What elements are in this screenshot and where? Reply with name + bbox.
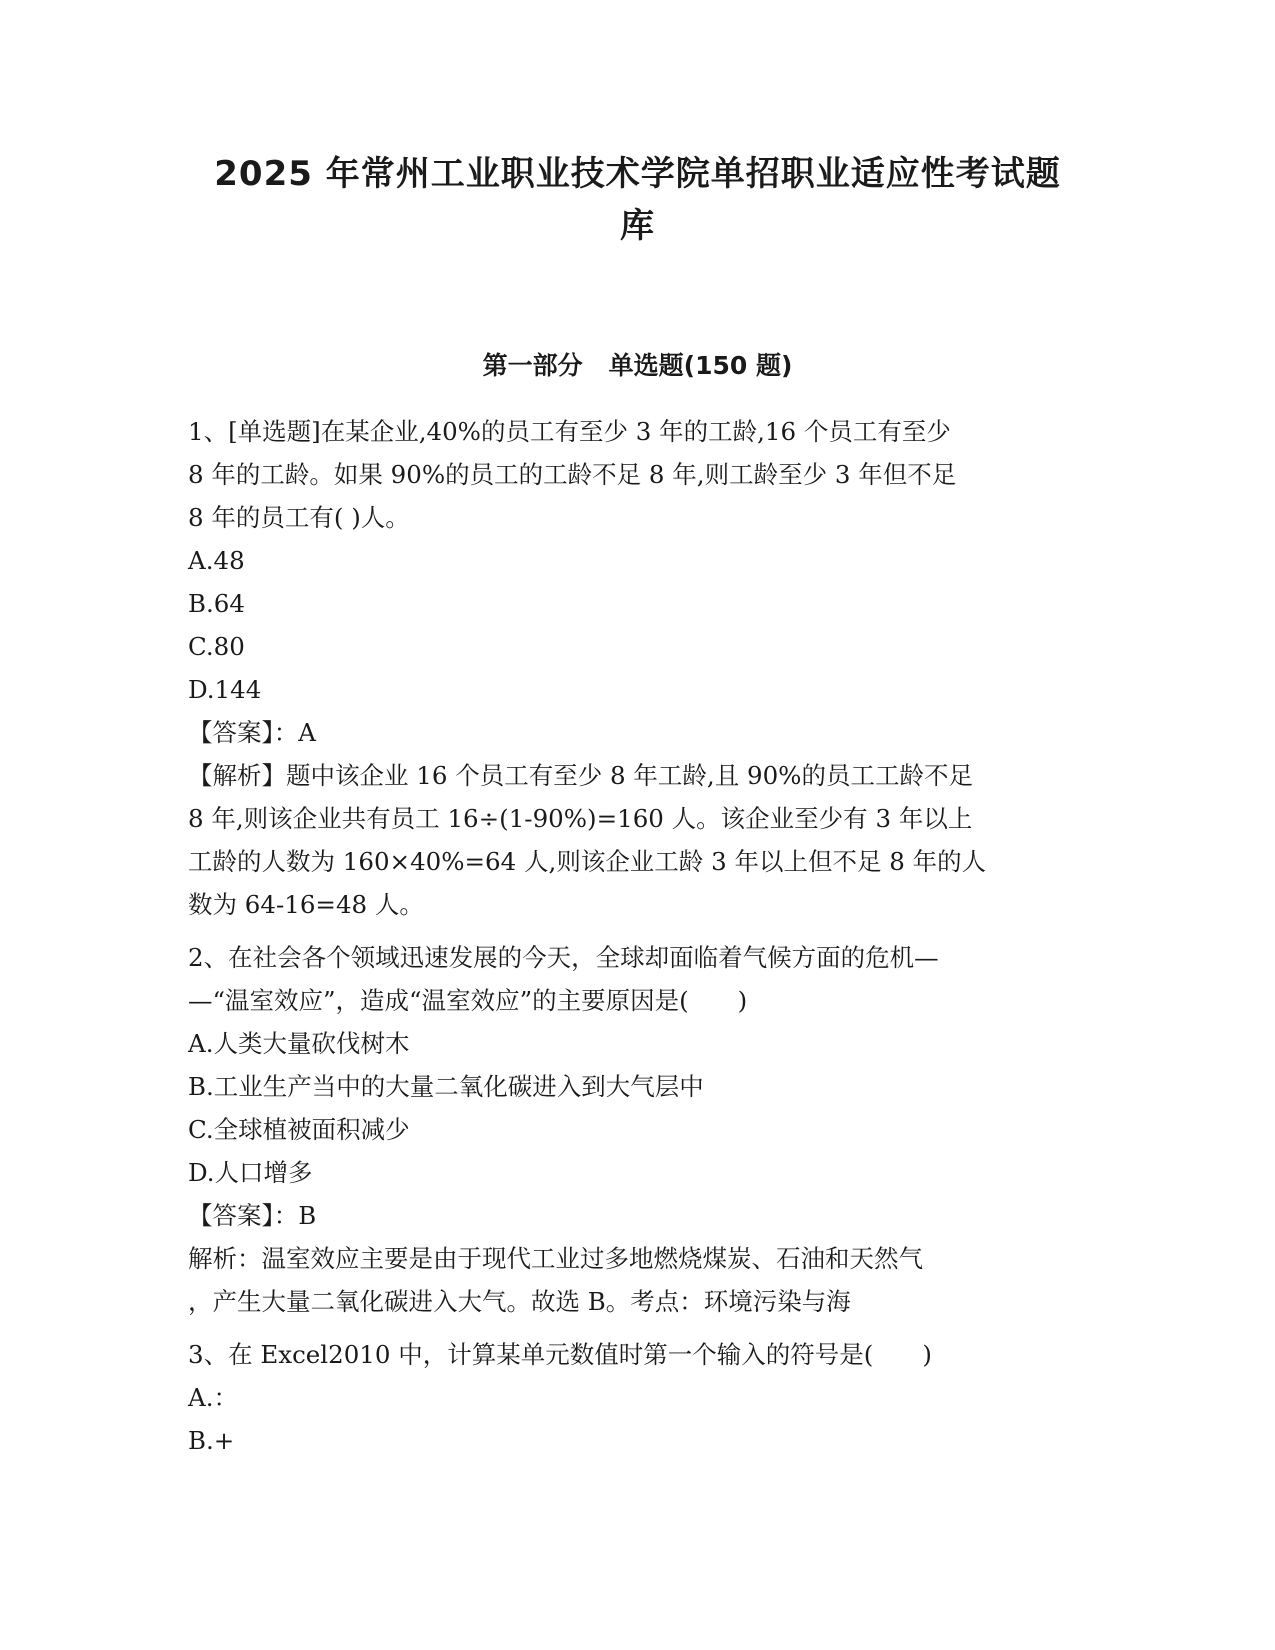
option-c: C.80: [188, 632, 245, 661]
question-3: [188, 1333, 1088, 1462]
document-title-line: 库: [620, 206, 655, 246]
analysis-line: 数为 64-16=48 人。: [188, 890, 424, 919]
question-1: [188, 410, 1088, 926]
answer: 【答案】：B: [188, 1201, 317, 1230]
option-b: B.+: [188, 1426, 235, 1455]
analysis-line: 【解析】题中该企业 16 个员工有至少 8 年工龄,且 90%的员工工龄不足: [188, 761, 973, 790]
question-stem-line: 8 年的员工有( )人。: [188, 503, 410, 532]
document-title-line: 2025 年常州工业职业技术学院单招职业适应性考试题: [214, 154, 1061, 194]
document-title: [160, 148, 1115, 252]
option-a: A.48: [188, 546, 245, 575]
option-c: C.全球植被面积减少: [188, 1115, 410, 1144]
option-b: B.工业生产当中的大量二氧化碳进入到大气层中: [188, 1072, 704, 1101]
option-a: A.：: [188, 1383, 238, 1412]
question-stem-line: 1、[单选题]在某企业,40%的员工有至少 3 年的工龄,16 个员工有至少: [188, 417, 951, 446]
option-b: B.64: [188, 589, 245, 618]
option-d: D.人口增多: [188, 1158, 313, 1187]
analysis-line: 8 年,则该企业共有员工 16÷(1-90%)=160 人。该企业至少有 3 年以上: [188, 804, 973, 833]
section-title: 第一部分 单选题(150 题): [482, 351, 793, 380]
question-stem-line: 2、在社会各个领域迅速发展的今天，全球却面临着气候方面的危机—: [188, 943, 939, 972]
question-stem-line: 8 年的工龄。如果 90%的员工的工龄不足 8 年,则工龄至少 3 年但不足: [188, 460, 957, 489]
answer: 【答案】：A: [188, 718, 316, 747]
analysis-line: 解析：温室效应主要是由于现代工业过多地燃烧煤炭、石油和天然气: [188, 1244, 923, 1273]
analysis-line: ，产生大量二氧化碳进入大气。故选 B。考点：环境污染与海: [188, 1287, 851, 1316]
option-d: D.144: [188, 675, 262, 704]
option-a: A.人类大量砍伐树木: [188, 1029, 410, 1058]
question-stem-line: 3、在 Excel2010 中，计算某单元数值时第一个输入的符号是( ): [188, 1340, 932, 1369]
question-2: [188, 936, 1088, 1323]
question-list: [188, 410, 1088, 1462]
question-stem-line: —“温室效应”，造成“温室效应”的主要原因是( ): [188, 986, 748, 1015]
analysis-line: 工龄的人数为 160×40%=64 人,则该企业工龄 3 年以上但不足 8 年的人: [188, 847, 987, 876]
